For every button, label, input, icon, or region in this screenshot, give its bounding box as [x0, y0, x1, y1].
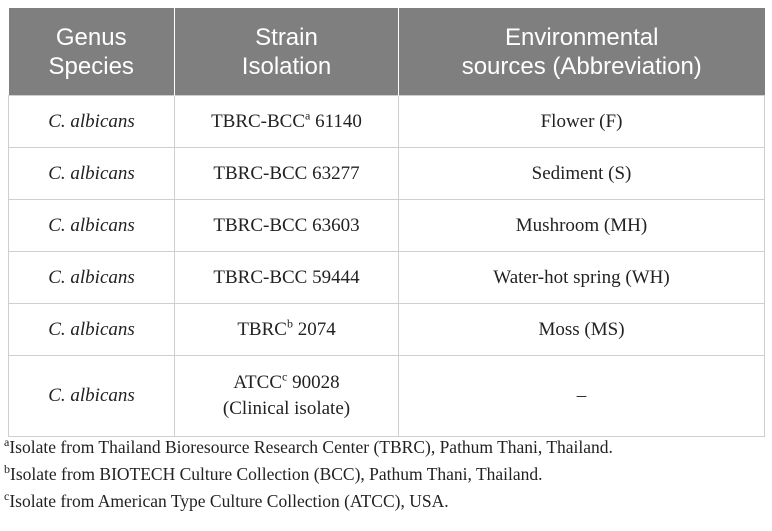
- footnotes: [4, 434, 760, 515]
- footnote-text: Isolate from Thailand Bioresource Research Center (TBRC), Pathum Thani, Thailand.: [9, 437, 613, 457]
- source-cell: –: [399, 356, 765, 437]
- strain-cell: [175, 96, 399, 148]
- footnote-text: Isolate from American Type Culture Collection (ATCC), USA.: [9, 491, 449, 511]
- footnote-mark: c: [4, 489, 10, 504]
- strain-text: ATCC: [233, 372, 282, 393]
- table-row: [9, 96, 765, 148]
- header-line: Isolation: [241, 52, 332, 80]
- table-row: [9, 200, 765, 252]
- strain-number: 61140: [310, 110, 362, 132]
- table-row: [9, 356, 765, 437]
- source-cell: Water-hot spring (WH): [399, 252, 765, 304]
- header-strain-isolation: [175, 8, 399, 96]
- species-cell: C. albicans: [9, 356, 175, 437]
- strain-note: (Clinical isolate): [222, 398, 351, 419]
- header-line: Species: [48, 52, 134, 80]
- strain-cell: [175, 304, 399, 356]
- species-cell: C. albicans: [9, 148, 175, 200]
- species-cell: C. albicans: [9, 200, 175, 252]
- footnote-text: Isolate from BIOTECH Culture Collection (BCC), Pathum Thani, Thailand.: [10, 464, 543, 484]
- footnote-mark: b: [4, 462, 10, 477]
- source-cell: Sediment (S): [399, 148, 765, 200]
- source-cell: Flower (F): [399, 96, 765, 148]
- footnote-mark: b: [286, 316, 293, 331]
- header-environmental-sources: [399, 8, 765, 96]
- species-cell: C. albicans: [9, 304, 175, 356]
- header-genus-species: [9, 8, 175, 96]
- table-row: [9, 252, 765, 304]
- strain-cell: TBRC-BCC 63277: [175, 148, 399, 200]
- strain-line: [175, 370, 398, 396]
- source-cell: Moss (MS): [399, 304, 765, 356]
- header-row: [9, 8, 765, 96]
- strain-number: 2074: [292, 318, 336, 340]
- footnote: [4, 434, 760, 461]
- header-line: Strain: [255, 23, 318, 51]
- strain-cell: [175, 356, 399, 437]
- strain-text: TBRC: [237, 318, 287, 340]
- strain-text: TBRC-BCC: [211, 110, 306, 132]
- species-cell: C. albicans: [9, 252, 175, 304]
- header-line: Genus: [55, 23, 127, 51]
- strain-number: 90028: [287, 372, 340, 393]
- strain-table: [8, 8, 765, 437]
- source-cell: Mushroom (MH): [399, 200, 765, 252]
- table-row: [9, 148, 765, 200]
- footnote-mark: c: [282, 369, 288, 384]
- strain-cell: TBRC-BCC 63603: [175, 200, 399, 252]
- strain-cell: TBRC-BCC 59444: [175, 252, 399, 304]
- table-row: [9, 304, 765, 356]
- footnote: [4, 488, 760, 515]
- footnote-mark: a: [305, 108, 311, 123]
- footnote: [4, 461, 760, 488]
- species-cell: C. albicans: [9, 96, 175, 148]
- header-line: sources (Abbreviation): [461, 52, 702, 80]
- footnote-mark: a: [4, 435, 10, 450]
- strain-table-container: [8, 8, 764, 437]
- header-line: Environmental: [505, 23, 659, 51]
